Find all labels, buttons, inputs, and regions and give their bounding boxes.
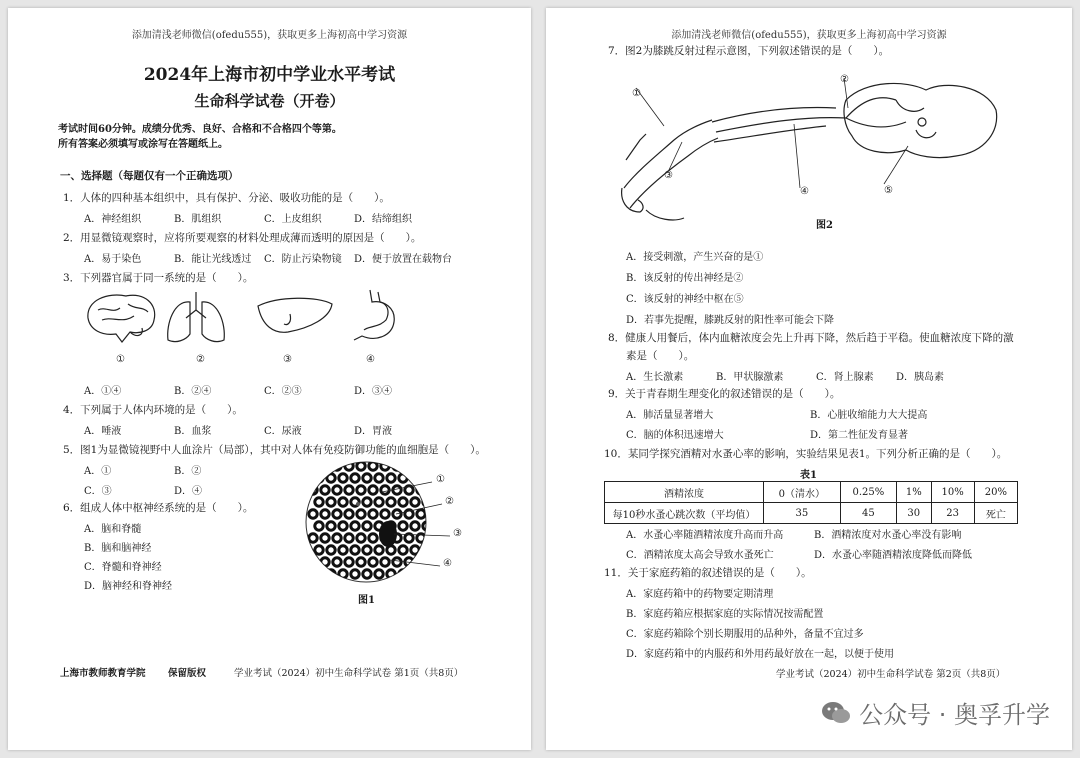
- option: D．家庭药箱中的内服药和外用药最好放在一起，以便于使用: [626, 649, 895, 660]
- red-blood-cell: [411, 474, 419, 482]
- red-blood-cell: [321, 462, 329, 470]
- option: B．血浆: [174, 426, 212, 437]
- table-cell: 23: [931, 503, 974, 524]
- option: D．胰岛素: [896, 372, 945, 383]
- option: B．脑和脑神经: [84, 543, 152, 554]
- table-row: [605, 482, 1018, 503]
- option: D．结缔组织: [354, 214, 413, 225]
- platelet: [356, 502, 360, 506]
- question-stem: 8．健康人用餐后，体内血糖浓度会先上升再下降，然后趋于平稳。使血糖浓度下降的激: [608, 332, 1014, 344]
- table-cell: 10%: [931, 482, 974, 503]
- exam-page-2: [546, 8, 1072, 750]
- option: A．易于染色: [84, 254, 142, 265]
- red-blood-cell: [423, 498, 431, 506]
- figure-label: ①: [632, 88, 641, 99]
- figure-label: ④: [800, 186, 809, 197]
- page-header: 添加清浅老师微信(ofedu555)，获取更多上海初高中学习资源: [131, 30, 408, 41]
- option: C．上皮组织: [264, 214, 322, 225]
- table-cell: 每10秒水蚤心跳次数（平均值）: [605, 503, 764, 524]
- option: A．①: [84, 466, 112, 477]
- table-cell: 35: [764, 503, 841, 524]
- table-caption: 表1: [800, 470, 817, 481]
- footer-rights: 保留版权: [168, 668, 207, 679]
- organ-illustrations: [78, 288, 418, 350]
- exam-page-1: [8, 8, 531, 750]
- option: B．②: [174, 466, 202, 477]
- option: B．心脏收缩能力大大提高: [810, 410, 928, 421]
- question-stem: 11．关于家庭药箱的叙述错误的是（ ）。: [604, 567, 812, 579]
- option: C．尿液: [264, 426, 302, 437]
- option: B．甲状腺激素: [716, 372, 784, 383]
- watermark: [821, 695, 1050, 732]
- option: B．酒精浓度对水蚤心率没有影响: [814, 530, 962, 541]
- figure-label: ③: [453, 528, 462, 539]
- watermark-text: 公众号 · 奥孚升学: [859, 701, 1050, 729]
- red-blood-cell: [417, 486, 425, 494]
- table-cell: 20%: [974, 482, 1017, 503]
- question-stem: 9．关于青春期生理变化的叙述错误的是（ ）。: [608, 388, 841, 400]
- instruction-line: 考试时间60分钟。成绩分优秀、良好、合格和不合格四个等第。: [58, 124, 342, 135]
- table-cell: 死亡: [974, 503, 1017, 524]
- option: C．脑的体积迅速增大: [626, 430, 724, 441]
- question-stem: 2．用显微镜观察时，应将所要观察的材料处理成薄而透明的原因是（ ）。: [63, 232, 422, 244]
- red-blood-cell: [309, 558, 317, 566]
- option: C．防止污染物镜: [264, 254, 342, 265]
- table-cell: 1%: [897, 482, 931, 503]
- question-stem: 1．人体的四种基本组织中，具有保护、分泌、吸收功能的是（ ）。: [63, 192, 390, 204]
- question-stem: 10．某同学探究酒精对水蚤心率的影响，实验结果见表1。下列分析正确的是（ ）。: [604, 448, 1008, 460]
- question-stem: 3．下列器官属于同一系统的是（ ）。: [63, 272, 254, 284]
- red-blood-cell: [309, 462, 317, 470]
- red-blood-cell: [423, 522, 431, 530]
- red-blood-cell: [399, 570, 407, 578]
- figure-label: ③: [664, 170, 673, 181]
- option: A．接受刺激，产生兴奋的是①: [626, 252, 764, 263]
- red-blood-cell: [423, 474, 431, 482]
- option: A．肺活量显著增大: [626, 410, 714, 421]
- section-heading: 一、选择题（每题仅有一个正确选项）: [60, 170, 239, 182]
- table-cell: 酒精浓度: [605, 482, 764, 503]
- red-blood-cell: [417, 558, 425, 566]
- footer-page: 学业考试（2024）初中生命科学试卷 第2页（共8页）: [776, 669, 1006, 680]
- figure-label: ①: [116, 354, 125, 365]
- option: A．家庭药箱中的药物要定期清理: [626, 589, 774, 600]
- red-blood-cell: [423, 570, 431, 578]
- option: C．该反射的神经中枢在⑤: [626, 294, 744, 305]
- option: B．能让光线透过: [174, 254, 252, 265]
- figure-label: ①: [436, 474, 445, 485]
- option: D．若事先提醒，膝跳反射的阳性率可能会下降: [626, 315, 835, 326]
- option: C．酒精浓度太高会导致水蚤死亡: [626, 550, 774, 561]
- option: D．胃液: [354, 426, 393, 437]
- exam-title: 2024年上海市初中学业水平考试: [143, 65, 396, 85]
- question-stem: 6．组成人体中枢神经系统的是（ ）。: [63, 502, 254, 514]
- blood-smear-figure: [304, 456, 474, 592]
- figure-label: ④: [366, 354, 375, 365]
- liver-icon: [258, 298, 332, 332]
- red-blood-cell: [315, 570, 323, 578]
- question-stem: 7．图2为膝跳反射过程示意图，下列叙述错误的是（ ）。: [608, 45, 890, 57]
- figure-caption: 图1: [358, 595, 375, 606]
- question-stem: 5．图1为显微镜视野中人血涂片（局部），其中对人体有免疫防御功能的血细胞是（ ）。: [63, 444, 486, 456]
- option: B．②④: [174, 386, 212, 397]
- wechat-icon: [821, 700, 851, 732]
- figure-label: ⑤: [884, 185, 893, 196]
- red-blood-cell: [423, 546, 431, 554]
- option: B．该反射的传出神经是②: [626, 273, 744, 284]
- option: B．家庭药箱应根据家庭的实际情况按需配置: [626, 609, 824, 620]
- brain-icon: [88, 295, 155, 342]
- option: A．生长激素: [626, 372, 684, 383]
- option: C．家庭药箱除个别长期服用的品种外，备量不宜过多: [626, 629, 864, 640]
- exam-subtitle: 生命科学试卷（开卷）: [194, 92, 345, 110]
- page-header: 添加清浅老师微信(ofedu555)，获取更多上海初高中学习资源: [671, 30, 947, 41]
- option: D．脑神经和脊神经: [84, 581, 173, 592]
- option: D．③④: [354, 386, 393, 397]
- figure-label: ②: [445, 496, 454, 507]
- red-blood-cell: [417, 462, 425, 470]
- figure-label: ④: [443, 558, 452, 569]
- figure-label: ②: [840, 74, 849, 85]
- option: A．神经组织: [84, 214, 142, 225]
- figure-label: ②: [196, 354, 205, 365]
- option: C．③: [84, 486, 112, 497]
- red-blood-cell: [405, 462, 413, 470]
- option: C．脊髓和脊神经: [84, 562, 162, 573]
- footer-org: 上海市教师教育学院: [60, 668, 146, 679]
- lungs-icon: [168, 292, 225, 342]
- instruction-line: 所有答案必须填写或涂写在答题纸上。: [58, 139, 228, 150]
- results-table: [604, 481, 1018, 524]
- option: D．④: [174, 486, 203, 497]
- question-stem: 4．下列属于人体内环境的是（ ）。: [63, 404, 243, 416]
- option: A．水蚤心率随酒精浓度升高而升高: [626, 530, 784, 541]
- knee-jerk-reflex-figure: [616, 60, 1006, 230]
- option: D．水蚤心率随酒精浓度降低而降低: [814, 550, 973, 561]
- option: A．唾液: [84, 426, 122, 437]
- option: C．肾上腺素: [816, 372, 874, 383]
- table-row: [605, 503, 1018, 524]
- table-cell: 45: [840, 503, 896, 524]
- figure-label: ③: [283, 354, 292, 365]
- option: A．①④: [84, 386, 122, 397]
- table-cell: 0.25%: [840, 482, 896, 503]
- figure-caption: 图2: [816, 220, 833, 231]
- question-stem: 素是（ ）。: [626, 350, 695, 362]
- table-cell: 30: [897, 503, 931, 524]
- option: D．便于放置在载物台: [354, 254, 453, 265]
- option: B．肌组织: [174, 214, 222, 225]
- footer-page: 学业考试（2024）初中生命科学试卷 第1页（共8页）: [234, 668, 464, 679]
- stomach-icon: [354, 290, 394, 340]
- red-blood-cell: [411, 570, 419, 578]
- option: A．脑和脊髓: [84, 524, 142, 535]
- option: C．②③: [264, 386, 302, 397]
- table-cell: 0（清水）: [764, 482, 841, 503]
- option: D．第二性征发育显著: [810, 430, 909, 441]
